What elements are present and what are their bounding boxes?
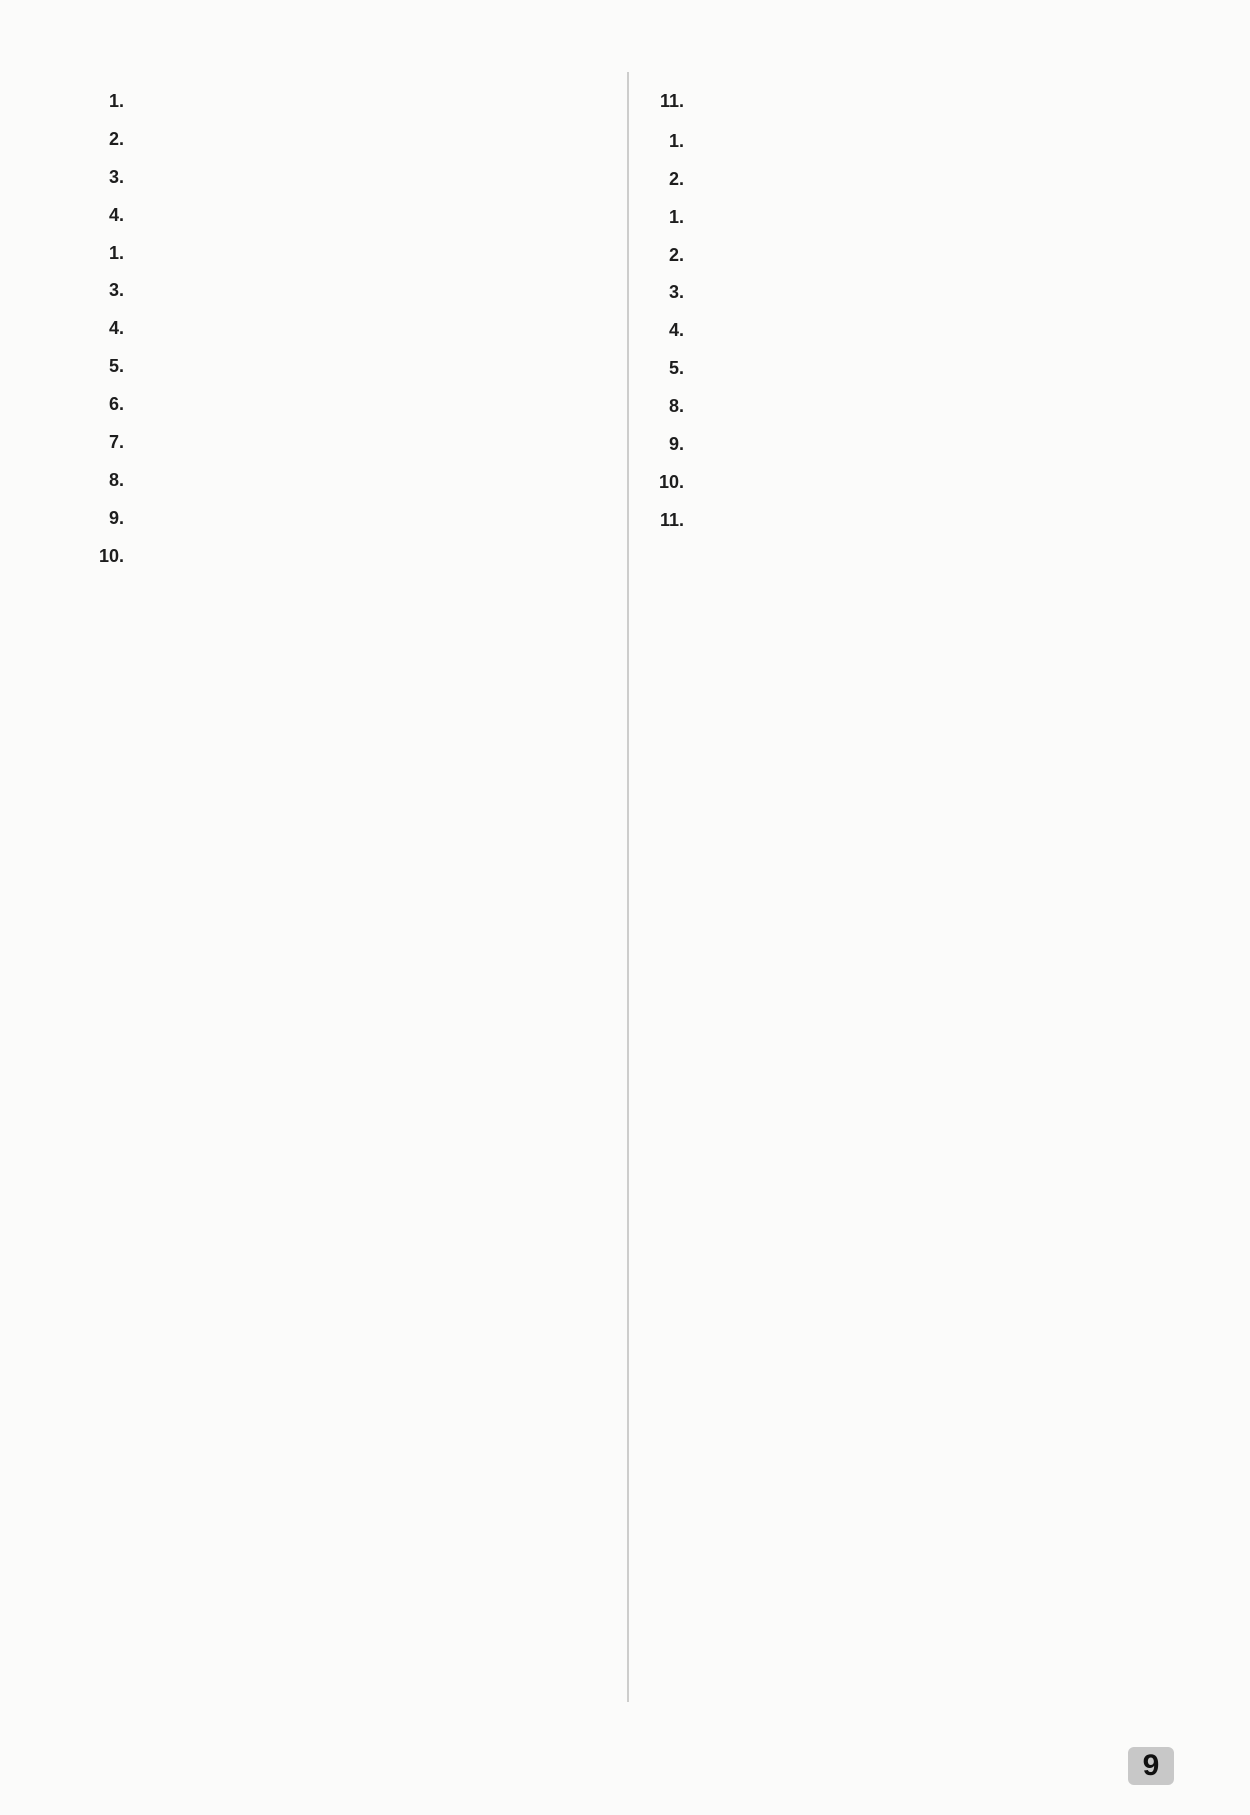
- right-practice-3: [642, 279, 1174, 307]
- right-practice-10-text: [690, 469, 1174, 497]
- left-practice-3-number: 3.: [108, 280, 124, 301]
- left-answer-4-text: [130, 202, 614, 230]
- right-practice-11: [642, 507, 1174, 535]
- footer-right-area: [1116, 1747, 1174, 1785]
- left-practice-5-text: [130, 353, 614, 381]
- right-practice-10: [642, 469, 1174, 497]
- right-answer-1-text: [690, 128, 1174, 156]
- right-practice-10-number: 10.: [658, 471, 684, 492]
- left-practice-9: [82, 505, 614, 533]
- right-practice-11-text: [690, 507, 1174, 535]
- left-practice-5: [82, 353, 614, 381]
- left-practice-6-text: [130, 391, 614, 419]
- right-practice-2-number: 2.: [668, 244, 684, 265]
- left-practice-6-number: 6.: [108, 394, 124, 415]
- right-practice-1-number: 1.: [668, 206, 684, 227]
- left-practice-3-text: [130, 277, 614, 305]
- right-practice-1-text: [690, 204, 1174, 232]
- two-column-content: [82, 72, 1174, 1702]
- right-practice-8-text: [690, 393, 1174, 421]
- right-practice-11-number: 11.: [659, 509, 684, 530]
- left-answer-1-text: [130, 88, 614, 116]
- right-answer-2-text: [690, 166, 1174, 194]
- right-practice-3-number: 3.: [668, 282, 684, 303]
- left-practice-8-text: [130, 467, 614, 495]
- right-practice-3-text: [690, 279, 1174, 307]
- page-number-badge: 9: [1128, 1747, 1174, 1785]
- left-answer-3-text: [130, 164, 614, 192]
- left-practice-6: [82, 391, 614, 419]
- right-answer-11-top: [642, 88, 1174, 116]
- right-practice-9-text: [690, 431, 1174, 459]
- right-practice-9: [642, 431, 1174, 459]
- left-practice-8-number: 8.: [108, 469, 124, 490]
- left-column: [82, 72, 614, 1702]
- left-answer-3-number: 3.: [108, 166, 124, 187]
- right-practice-2: [642, 242, 1174, 270]
- right-practice-5: [642, 355, 1174, 383]
- left-practice-1-text: [130, 240, 614, 268]
- right-answer-2: [642, 166, 1174, 194]
- left-answer-1: [82, 88, 614, 116]
- right-answer-1: [642, 128, 1174, 156]
- left-practice-1-number: 1.: [108, 242, 124, 263]
- left-practice-4-text: [130, 315, 614, 343]
- right-practice-4: [642, 317, 1174, 345]
- left-practice-7-text: [130, 429, 614, 457]
- left-answer-4-number: 4.: [108, 204, 124, 225]
- left-practice-4-number: 4.: [108, 318, 124, 339]
- left-answer-1-number: 1.: [108, 91, 124, 111]
- left-answer-4: [82, 202, 614, 230]
- right-practice-1: [642, 204, 1174, 232]
- right-answer-2-number: 2.: [668, 168, 684, 189]
- left-practice-10: [82, 543, 614, 571]
- left-practice-7: [82, 429, 614, 457]
- right-practice-8-number: 8.: [668, 396, 684, 417]
- left-practice-1: [82, 240, 614, 268]
- right-practice-5-number: 5.: [668, 358, 684, 379]
- right-practice-2-text: [690, 242, 1174, 270]
- left-answer-2: [82, 126, 614, 154]
- left-practice-5-number: 5.: [108, 356, 124, 377]
- right-column: [642, 72, 1174, 1702]
- left-practice-8: [82, 467, 614, 495]
- right-answer-11-top-number: 11.: [659, 91, 684, 111]
- right-practice-4-text: [690, 317, 1174, 345]
- left-practice-3: [82, 277, 614, 305]
- left-practice-7-number: 7.: [108, 432, 124, 453]
- left-practice-10-number: 10.: [98, 545, 124, 566]
- left-practice-4: [82, 315, 614, 343]
- left-answer-2-number: 2.: [108, 128, 124, 149]
- left-practice-9-number: 9.: [108, 507, 124, 528]
- page-footer: [82, 1743, 1174, 1789]
- right-practice-8: [642, 393, 1174, 421]
- left-practice-9-text: [130, 505, 614, 533]
- left-practice-10-text: [130, 543, 614, 571]
- right-practice-5-text: [690, 355, 1174, 383]
- right-answer-1-number: 1.: [668, 130, 684, 151]
- left-answer-2-text: [130, 126, 614, 154]
- left-answer-3: [82, 164, 614, 192]
- right-practice-4-number: 4.: [668, 320, 684, 341]
- right-practice-9-number: 9.: [668, 434, 684, 455]
- right-answer-11-top-text: [690, 88, 1174, 116]
